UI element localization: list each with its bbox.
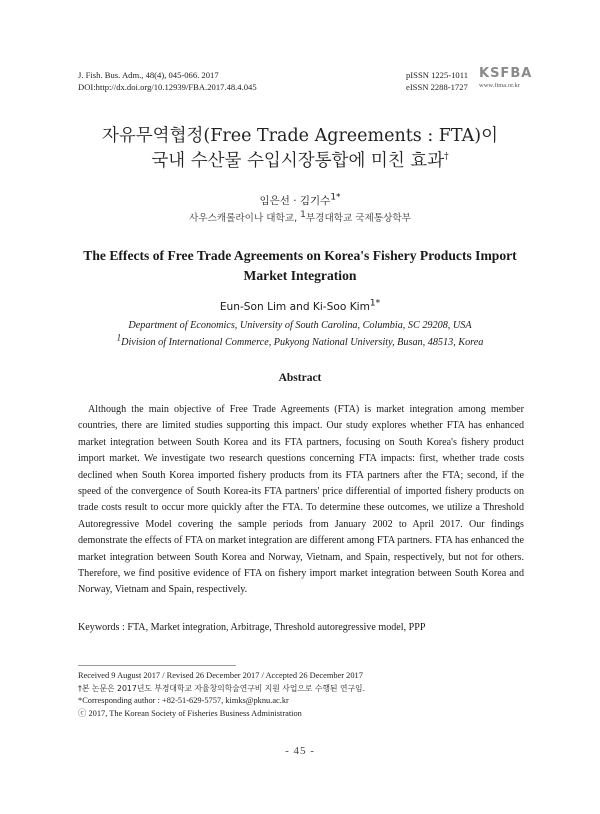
abstract-heading: Abstract [278,372,322,384]
abstract-body [78,402,524,599]
journal-header [78,69,257,93]
logo-url[interactable]: www.fima.or.kr [479,82,520,89]
pissn: pISSN 1225-1011 [406,70,468,80]
footnote-divider [78,665,236,666]
korean-authors [0,193,600,208]
doi-link[interactable]: DOI:http://dx.doi.org/10.12939/FBA.2017.48.4.045 [78,82,257,92]
page-number: - 45 - [285,745,315,757]
korean-title-line1: 자유무역협정(Free Trade Agreements : FTA)이 [101,126,499,146]
english-authors [0,298,600,313]
english-title: The Effects of Free Trade Agreements on Korea's Fishery Products Import Market Integration [83,248,517,283]
journal-citation: J. Fish. Bus. Adm., 48(4), 045-066. 2017 [78,70,219,80]
keywords: Keywords : FTA, Market integration, Arbitrage, Threshold autoregressive model, PPP [78,622,426,633]
eissn: eISSN 2288-1727 [406,82,468,92]
department-2-text: Division of International Commerce, Pukyong National University, Busan, 48513, Korea [121,337,484,348]
department-2 [0,332,600,348]
corresponding-author: *Corresponding author : +82-51-629-5757, kimks@pknu.ac.kr [78,696,289,706]
funding-note: †본 논문은 2017년도 부경대학교 자율창의학술연구비 지원 사업으로 수행된 연구임. [78,683,366,693]
korean-affiliation-1: 사우스캐롤라이나 대학교, [189,213,301,224]
korean-affiliation [0,210,600,224]
korean-author-mark: 1* [330,192,341,203]
english-author-mark: 1* [369,298,381,309]
korean-affiliation-2: 부경대학교 국제통상학부 [305,213,411,224]
issn-block [406,69,468,93]
department-1: Department of Economics, University of South Carolina, Columbia, SC 29208, USA [128,320,472,331]
english-author-names: Eun-Son Lim and Ki-Soo Kim [219,301,370,313]
footnotes [78,670,365,720]
korean-author-names: 임은선 · 김기수 [259,195,331,207]
korean-title-line2: 국내 수산물 수입시장통합에 미친 효과 [151,151,445,171]
korean-title [0,124,600,174]
department-2-mark: 1 [116,332,122,343]
dagger-mark: † [444,152,449,163]
received-dates: Received 9 August 2017 / Revised 26 December 2017 / Accepted 26 December 2017 [78,671,363,680]
copyright-notice: ⓒ 2017, The Korean Society of Fisheries Business Administration [78,708,302,718]
ksfba-logo: KSFBA [479,66,533,81]
korean-affiliation-mark: 1 [300,209,306,220]
abstract-paragraph: Although the main objective of Free Trade Agreements (FTA) is market integration among member countries, there are limited studies supporting this impact. Our study explores whether FTA has enhanced market integration between South Korea and its FTA partners, focusing on South Korea's fishery product import market. We investigate two research questions concerning FTA impacts: first, whether trade costs declined when South Korea imported fishery products from its FTA partners after the FTA; second, if the speed of the convergence of South Korea-its FTA partners' price differential of imported fishery products on trade costs result to occur more quickly after the FTA. To determine these outcomes, we utilize a Threshold Autoregressive Model covering the sample periods from January 2002 to April 2017. Our findings demonstrate the effects of FTA on market integration are different among FTA partners. FTA has enhanced the market integration between South Korea and Norway, Vietnam, and Spain, respectively, but not for others. Therefore, we find positive evidence of FTA on fishery import market integration between South Korea and Norway, Vietnam and Spain, respectively. [78,404,524,596]
